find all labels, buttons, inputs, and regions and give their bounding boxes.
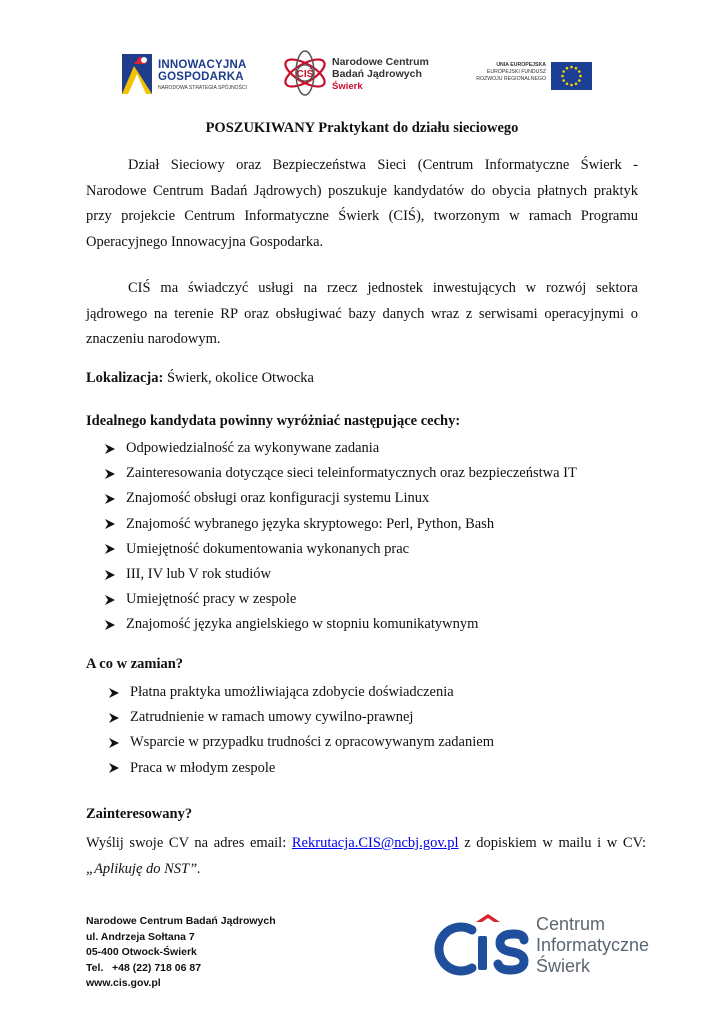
list-item-text: Umiejętność dokumentowania wykonanych prac	[126, 540, 410, 557]
eu-text	[476, 62, 546, 83]
list-item-text: Praca w młodym zespole	[130, 759, 276, 776]
list-item-text: Zainteresowania dotyczące sieci teleinformatycznych oraz bezpieczeństwa IT	[126, 465, 577, 482]
arrow-bullet-icon	[104, 493, 126, 505]
list-item-text: Znajomość języka angielskiego w stopniu komunikatywnym	[126, 616, 479, 633]
contact-suffix: z dopiskiem w mailu i w CV:	[458, 835, 646, 851]
eu-line-2: EUROPEJSKI FUNDUSZ	[486, 69, 546, 75]
interested-heading: Zainteresowany?	[86, 806, 193, 822]
footer-tel-value: +48 (22) 718 06 87	[112, 961, 202, 974]
description-paragraph: CIŚ ma świadczyć usługi na rzecz jednostek inwestujących w rozwój sektora jądrowego na terenie RP oraz obsługiwać bazy danych wraz z serwisami operacyjnymi o znaczeniu narodowym.	[86, 280, 638, 347]
footer-tel-label: Tel.	[86, 961, 104, 974]
ncbj-line-2: Badań Jądrowych	[332, 68, 422, 80]
list-item	[104, 562, 577, 587]
list-item	[104, 512, 577, 537]
requirements-heading: Idealnego kandydata powinny wyróżniać następujące cechy:	[86, 413, 461, 429]
eu-flag-icon	[551, 62, 592, 90]
cis-line-3: Świerk	[536, 956, 591, 976]
location-line	[86, 370, 314, 387]
page-title: POSZUKIWANY Praktykant do działu sieciowego	[205, 120, 519, 136]
intro-paragraph: Dział Sieciowy oraz Bezpieczeństwa Sieci (Centrum Informatyczne Świerk - Narodowe Centrum Badań Jądrowych) poszukuje kandydatów do obycia płatnych praktyk przy projekcie Centrum Informatyczne Świerk (CIŚ), tworzonym w ramach Programu Operacyjnego Innowacyjna Gospodarka.	[86, 157, 638, 250]
footer-org: Narodowe Centrum Badań Jądrowych	[86, 915, 276, 927]
svg-text:CIŚ: CIŚ	[296, 69, 314, 80]
requirements-list	[104, 436, 577, 638]
list-item	[104, 486, 577, 511]
eu-line-1: UNIA EUROPEJSKA	[496, 62, 546, 68]
email-link[interactable]: Rekrutacja.CIS@ncbj.gov.pl	[291, 835, 459, 851]
list-item	[108, 705, 494, 730]
cis-line-2: Informatyczne	[536, 935, 650, 955]
list-item	[104, 461, 577, 486]
ncbj-line-1: Narodowe Centrum	[332, 56, 429, 68]
offer-heading: A co w zamian?	[86, 656, 184, 672]
arrow-bullet-icon	[104, 594, 126, 606]
cis-line-1: Centrum	[536, 914, 606, 934]
eu-line-3: ROZWOJU REGIONALNEGO	[476, 76, 546, 82]
list-item-text: Wsparcie w przypadku trudności z opracowywanym zadaniem	[130, 734, 494, 751]
footer-street: ul. Andrzeja Sołtana 7	[86, 930, 195, 943]
arrow-bullet-icon	[108, 687, 130, 699]
arrow-bullet-icon	[108, 762, 130, 774]
arrow-bullet-icon	[104, 468, 126, 480]
footer-phone	[86, 961, 276, 977]
list-item	[108, 730, 494, 755]
list-item-text: Odpowiedzialność za wykonywane zadania	[126, 440, 380, 456]
list-item-text: Znajomość wybranego języka skryptowego: Perl, Python, Bash	[126, 515, 495, 532]
contact-prefix: Wyślij swoje CV na adres email:	[86, 835, 292, 851]
contact-paragraph	[86, 831, 646, 882]
footer-website: www.cis.gov.pl	[86, 977, 161, 989]
arrow-bullet-icon	[104, 569, 126, 581]
arrow-bullet-icon	[104, 619, 126, 631]
offer-list	[108, 680, 494, 781]
location-value: Świerk, okolice Otwocka	[163, 370, 314, 386]
list-item	[104, 587, 577, 612]
eu-logo	[476, 60, 592, 92]
list-item-text: Zatrudnienie w ramach umowy cywilno-prawnej	[130, 709, 414, 726]
location-label: Lokalizacja:	[86, 370, 164, 386]
arrow-bullet-icon	[104, 518, 126, 530]
list-item	[104, 612, 577, 637]
innowacyjna-gospodarka-emblem-icon	[120, 52, 154, 96]
ncbj-line-3: Świerk	[332, 81, 363, 92]
footer-city: 05-400 Otwock-Świerk	[86, 946, 197, 958]
arrow-bullet-icon	[104, 443, 126, 455]
list-item	[104, 537, 577, 562]
footer-address	[86, 914, 276, 992]
ncbj-logo	[280, 50, 440, 96]
list-item-text: III, IV lub V rok studiów	[126, 565, 271, 582]
cis-logo	[434, 912, 654, 982]
list-item-text: Umiejętność pracy w zespole	[126, 591, 297, 608]
logo-line-2: GOSPODARKA	[158, 71, 244, 83]
arrow-bullet-icon	[108, 737, 130, 749]
list-item	[108, 756, 494, 781]
apply-note: „Aplikuję do NST”.	[86, 860, 201, 877]
arrow-bullet-icon	[108, 712, 130, 724]
arrow-bullet-icon	[104, 543, 126, 555]
list-item-text: Znajomość obsługi oraz konfiguracji systemu Linux	[126, 490, 430, 507]
list-item	[104, 436, 577, 461]
ncbj-atom-icon	[280, 50, 330, 96]
innowacyjna-gospodarka-logo	[120, 52, 255, 96]
logo-tagline: NARODOWA STRATEGIA SPÓJNOŚCI	[158, 85, 247, 91]
logo-line-1: INNOWACYJNA	[158, 59, 247, 71]
list-item-text: Płatna praktyka umożliwiająca zdobycie doświadczenia	[130, 684, 454, 700]
list-item	[108, 680, 494, 705]
cis-logo-mark-icon	[434, 912, 530, 982]
